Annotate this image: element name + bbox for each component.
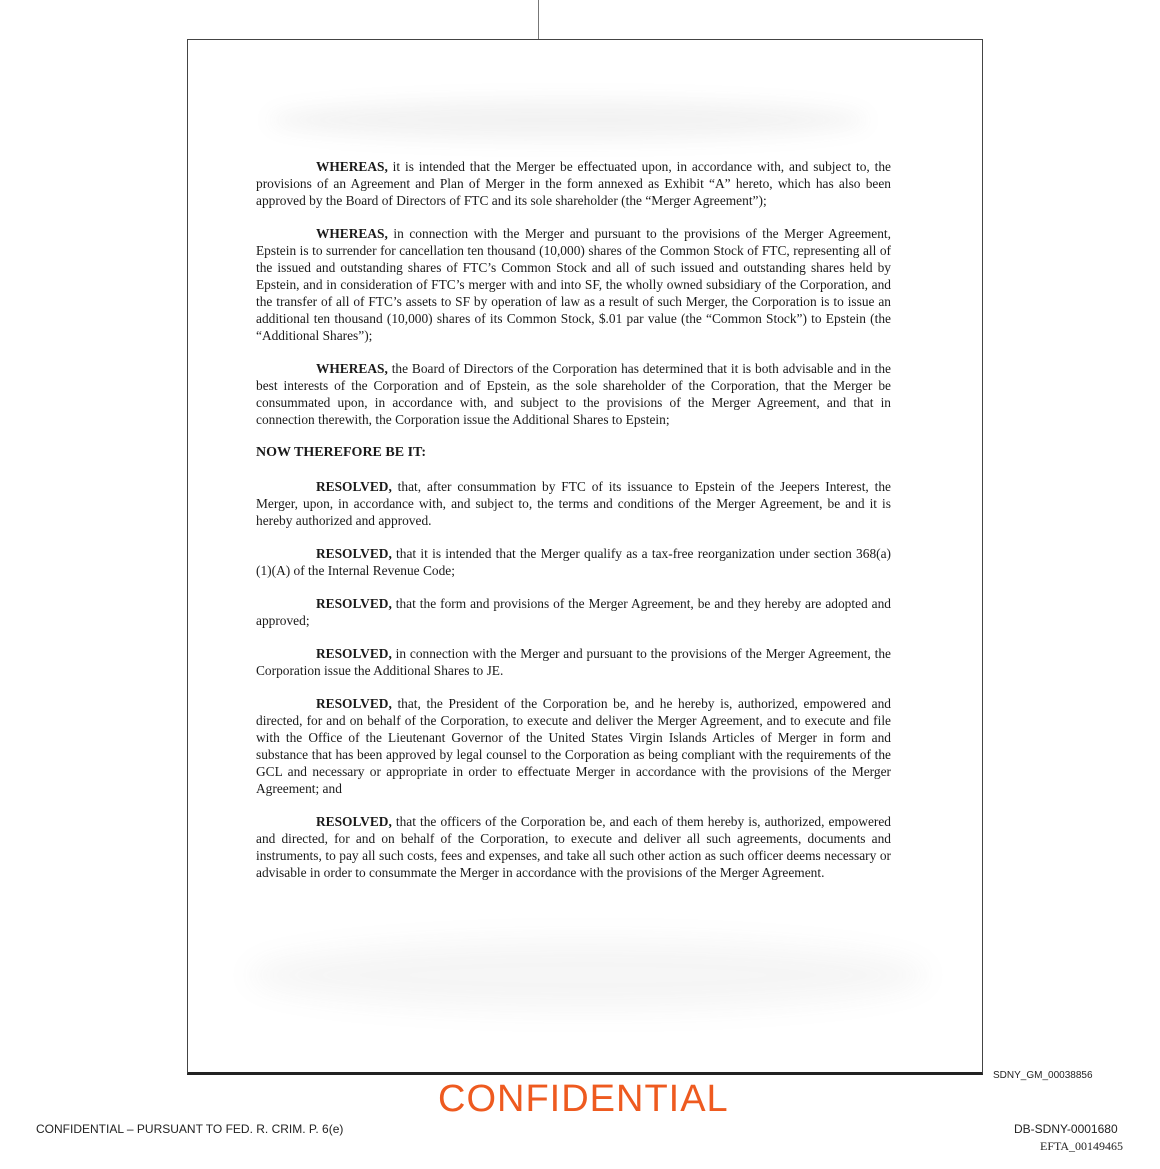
footer-production-number: DB-SDNY-0001680 — [1014, 1122, 1118, 1136]
resolution-text: that it is intended that the Merger qualify as a tax-free reorganization under section 368(a)(1)(A) of the Internal Revenue Code; — [256, 546, 891, 578]
resolved-lead: RESOLVED, — [316, 546, 392, 561]
whereas-paragraph-3 — [256, 360, 891, 428]
scan-top-tick — [538, 0, 539, 40]
resolved-lead: RESOLVED, — [316, 814, 392, 829]
resolution-6 — [256, 813, 891, 881]
whereas-paragraph-1 — [256, 158, 891, 209]
whereas-paragraph-2 — [256, 225, 891, 344]
resolution-5 — [256, 695, 891, 797]
resolved-lead: RESOLVED, — [316, 646, 392, 661]
bates-number: SDNY_GM_00038856 — [993, 1070, 1093, 1081]
confidential-stamp: CONFIDENTIAL — [438, 1078, 729, 1120]
now-therefore-heading: NOW THEREFORE BE IT: — [256, 445, 426, 460]
resolution-text: that the form and provisions of the Merger Agreement, be and they hereby are adopted and approved; — [256, 596, 891, 628]
resolution-text: that the officers of the Corporation be, and each of them hereby is, authorized, empowered and directed, for and on behalf of the Corporation, to execute and deliver all such agreements, documents and instruments, to pay all such costs, fees and expenses, and take all such other action as such officer deems necessary or advisable in order to consummate the Merger in accordance with the provisions of the Merger Agreement. — [256, 814, 891, 880]
resolution-1 — [256, 478, 891, 529]
scan-noise-bottom — [248, 940, 928, 1010]
paragraph-text: in connection with the Merger and pursuant to the provisions of the Merger Agreement, Epstein is to surrender for cancellation ten thousand (10,000) shares of the Common Stock of FTC, representing all of the issued and outstanding shares of FTC’s Common Stock and all of such issued and outstanding shares held by Epstein, and in consideration of FTC’s merger with and into SF, the wholly owned subsidiary of the Corporation, and the transfer of all of FTC’s assets to SF by operation of law as a result of such Merger, the Corporation is to issue an additional ten thousand (10,000) shares of its Common Stock, $.01 par value (the “Common Stock”) to Epstein (the “Additional Shares”); — [256, 226, 891, 343]
resolution-4 — [256, 645, 891, 679]
resolved-lead: RESOLVED, — [316, 479, 392, 494]
resolution-text: that, the President of the Corporation be, and he hereby is, authorized, empowered and directed, for and on behalf of the Corporation, to execute and deliver the Merger Agreement, and to execute and file with the Office of the Lieutenant Governor of the United States Virgin Islands Articles of Merger in form and substance that has been approved by legal counsel to the Corporation as being compliant with the requirements of the GCL and necessary or appropriate in order to effectuate Merger in accordance with the provisions of the Merger Agreement; and — [256, 696, 891, 796]
resolution-3 — [256, 595, 891, 629]
resolved-lead: RESOLVED, — [316, 696, 392, 711]
resolution-text: that, after consummation by FTC of its issuance to Epstein of the Jeepers Interest, the Merger, upon, in accordance with, and subject to, the terms and conditions of the Merger Agreement, be and it is hereby authorized and approved. — [256, 479, 891, 528]
resolution-2 — [256, 545, 891, 579]
resolution-text: in connection with the Merger and pursuant to the provisions of the Merger Agreement, the Corporation issue the Additional Shares to JE. — [256, 646, 891, 678]
document-body — [256, 158, 891, 897]
paragraph-text: the Board of Directors of the Corporation has determined that it is both advisable and in the best interests of the Corporation and of Epstein, as the sole shareholder of the Corporation, that the Merger be consummated upon, in accordance with, and subject to the provisions of the Merger Agreement, and that in connection therewith, the Corporation issue the Additional Shares to Epstein; — [256, 361, 891, 427]
scan-noise-top — [268, 100, 868, 140]
whereas-lead: WHEREAS, — [316, 159, 388, 174]
footer-confidential-notice: CONFIDENTIAL – PURSUANT TO FED. R. CRIM. P. 6(e) — [36, 1122, 344, 1136]
whereas-lead: WHEREAS, — [316, 361, 388, 376]
whereas-lead: WHEREAS, — [316, 226, 388, 241]
footer-efta-number: EFTA_00149465 — [1040, 1139, 1124, 1153]
paragraph-text: it is intended that the Merger be effectuated upon, in accordance with, and subject to, the provisions of an Agreement and Plan of Merger in the form annexed as Exhibit “A” hereto, which has also been approved by the Board of Directors of FTC and its sole shareholder (the “Merger Agreement”); — [256, 159, 891, 208]
resolved-lead: RESOLVED, — [316, 596, 392, 611]
